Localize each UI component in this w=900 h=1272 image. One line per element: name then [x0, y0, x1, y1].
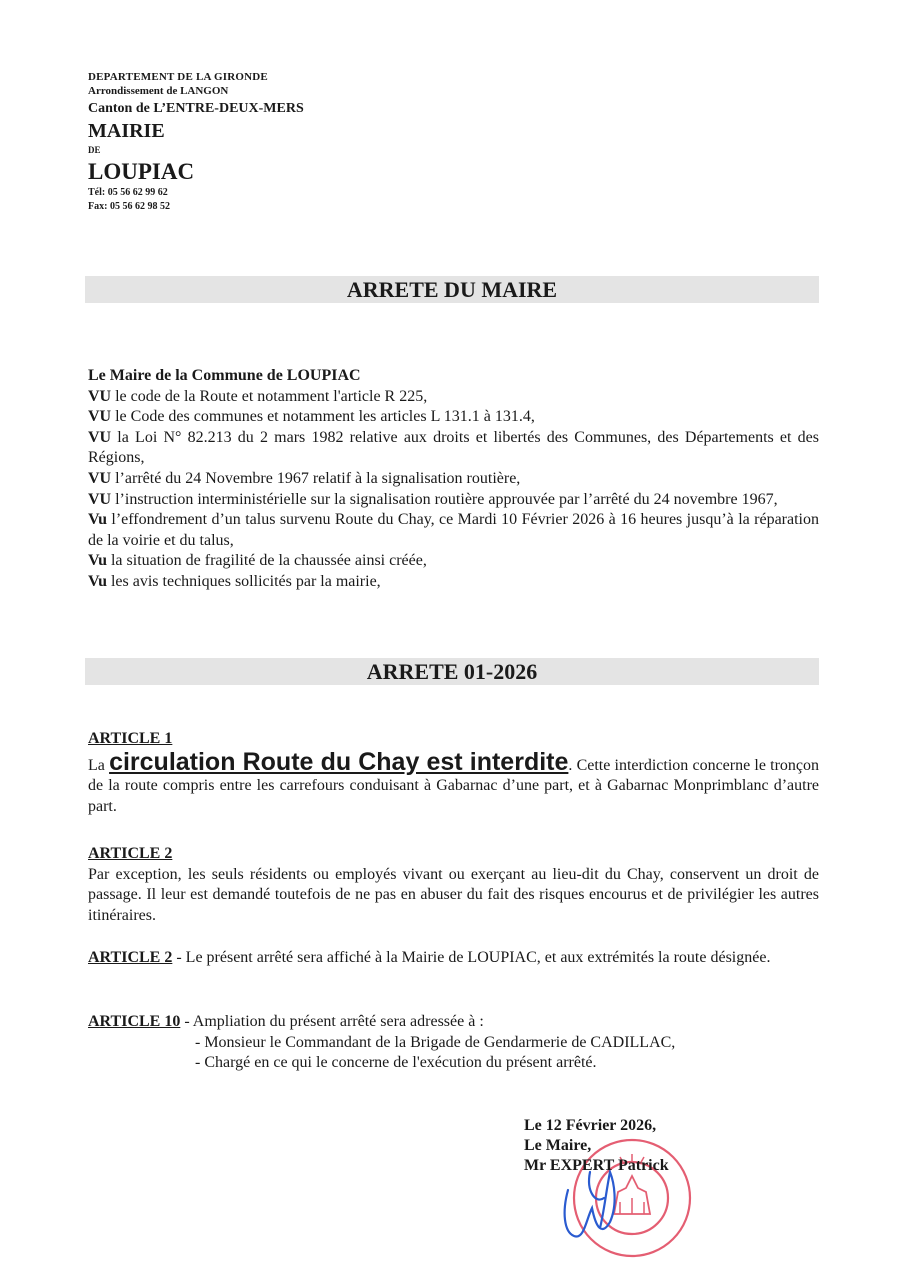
preamble-text: la Loi N° 82.213 du 2 mars 1982 relative aux droits et libertés des Communes, des Départements et des Régions, — [88, 428, 819, 467]
article-10 — [88, 1012, 819, 1074]
title-bar: ARRETE DU MAIRE — [85, 276, 819, 303]
mairie-line: MAIRIE — [88, 120, 165, 142]
article-10-text: - Ampliation du présent arrêté sera adressée à : — [180, 1013, 484, 1030]
preamble-item — [88, 490, 819, 511]
fax-line: Fax: 05 56 62 98 52 — [88, 201, 170, 212]
preamble-item — [88, 407, 819, 428]
preamble-lead: Vu — [88, 552, 107, 570]
recipient-item: - Chargé en ce qui le concerne de l'exécution du présent arrêté. — [195, 1054, 597, 1072]
signature-scribble — [565, 1172, 615, 1237]
arrete-number-bar: ARRETE 01-2026 — [85, 658, 819, 685]
preamble-item — [88, 572, 819, 593]
article-1-body — [88, 747, 819, 818]
article-3-text: - Le présent arrêté sera affiché à la Mairie de LOUPIAC, et aux extrémités la route désignée. — [172, 949, 771, 966]
preamble-lead: VU — [88, 428, 112, 446]
preamble-lead: Vu — [88, 572, 107, 590]
article-3-heading: ARTICLE 2 — [88, 949, 173, 966]
recipient-item: - Monsieur le Commandant de la Brigade de Gendarmerie de CADILLAC, — [195, 1033, 676, 1051]
article-10-heading: ARTICLE 10 — [88, 1013, 181, 1030]
letterhead — [88, 72, 304, 216]
signature-name: Mr EXPERT Patrick — [524, 1157, 669, 1174]
preamble-text: la situation de fragilité de la chaussée ainsi créée, — [106, 552, 427, 570]
preamble-text: l’arrêté du 24 Novembre 1967 relatif à la signalisation routière, — [111, 469, 521, 487]
preamble-lead: VU — [88, 469, 112, 487]
signature-block — [524, 1116, 669, 1176]
article-1-heading: ARTICLE 1 — [88, 730, 173, 747]
preamble-item — [88, 387, 819, 408]
preamble-text: le Code des communes et notamment les articles L 131.1 à 131.4, — [111, 408, 535, 426]
preamble-text: le code de la Route et notamment l'article R 225, — [111, 387, 428, 405]
article-1-prefix: La — [88, 756, 110, 774]
preamble-text: l’effondrement d’un talus survenu Route du Chay, ce Mardi 10 Février 2026 à 16 heures jusqu’à la réparation de la voirie et du talus, — [88, 511, 819, 549]
preamble-lead: VU — [88, 490, 112, 508]
article-2-body: Par exception, les seuls résidents ou employés vivant ou exerçant au lieu-dit du Chay, conservent un droit de passage. Il leur est demandé toutefois de ne pas en abuser du fait des risques encourus et de privilégier les autres itinéraires. — [88, 865, 819, 924]
arrondissement-line: Arrondissement de LANGON — [88, 85, 229, 97]
de-line: DE — [88, 145, 101, 155]
article-2-heading: ARTICLE 2 — [88, 845, 173, 862]
signature-role: Le Maire, — [524, 1137, 592, 1154]
canton-line: Canton de L’ENTRE-DEUX-MERS — [88, 101, 304, 116]
commune-line: LOUPIAC — [88, 159, 195, 184]
signature-date: Le 12 Février 2026, — [524, 1117, 657, 1134]
preamble-item — [88, 510, 819, 551]
preamble-item — [88, 551, 819, 572]
article-3 — [88, 948, 819, 969]
preamble-item — [88, 428, 819, 469]
preamble-lead: Vu — [88, 511, 107, 529]
article-10-body — [88, 1012, 819, 1033]
phone-line: Tél: 05 56 62 99 62 — [88, 187, 168, 198]
department-line: DEPARTEMENT DE LA GIRONDE — [88, 71, 268, 83]
preamble-item — [88, 469, 819, 490]
article-1-text: . Cette interdiction concerne le tronçon de la route compris entre les carrefours conduisant à Gabarnac d’une part, et à Gabarnac Monprimblanc d’autre part. — [88, 756, 819, 815]
preamble-text: les avis techniques sollicités par la mairie, — [106, 572, 381, 590]
article-3-body — [88, 948, 819, 969]
article-2 — [88, 844, 819, 926]
preamble-text: l’instruction interministérielle sur la signalisation routière approuvée par l’arrêté du 24 novembre 1967, — [111, 490, 778, 508]
article-1-emphasis: circulation Route du Chay est interdite — [109, 747, 569, 776]
article-1 — [88, 729, 819, 817]
preamble-lead: VU — [88, 408, 112, 426]
preamble-intro: Le Maire de la Commune de LOUPIAC — [88, 367, 361, 384]
preamble-lead: VU — [88, 387, 112, 405]
preamble — [88, 366, 819, 593]
